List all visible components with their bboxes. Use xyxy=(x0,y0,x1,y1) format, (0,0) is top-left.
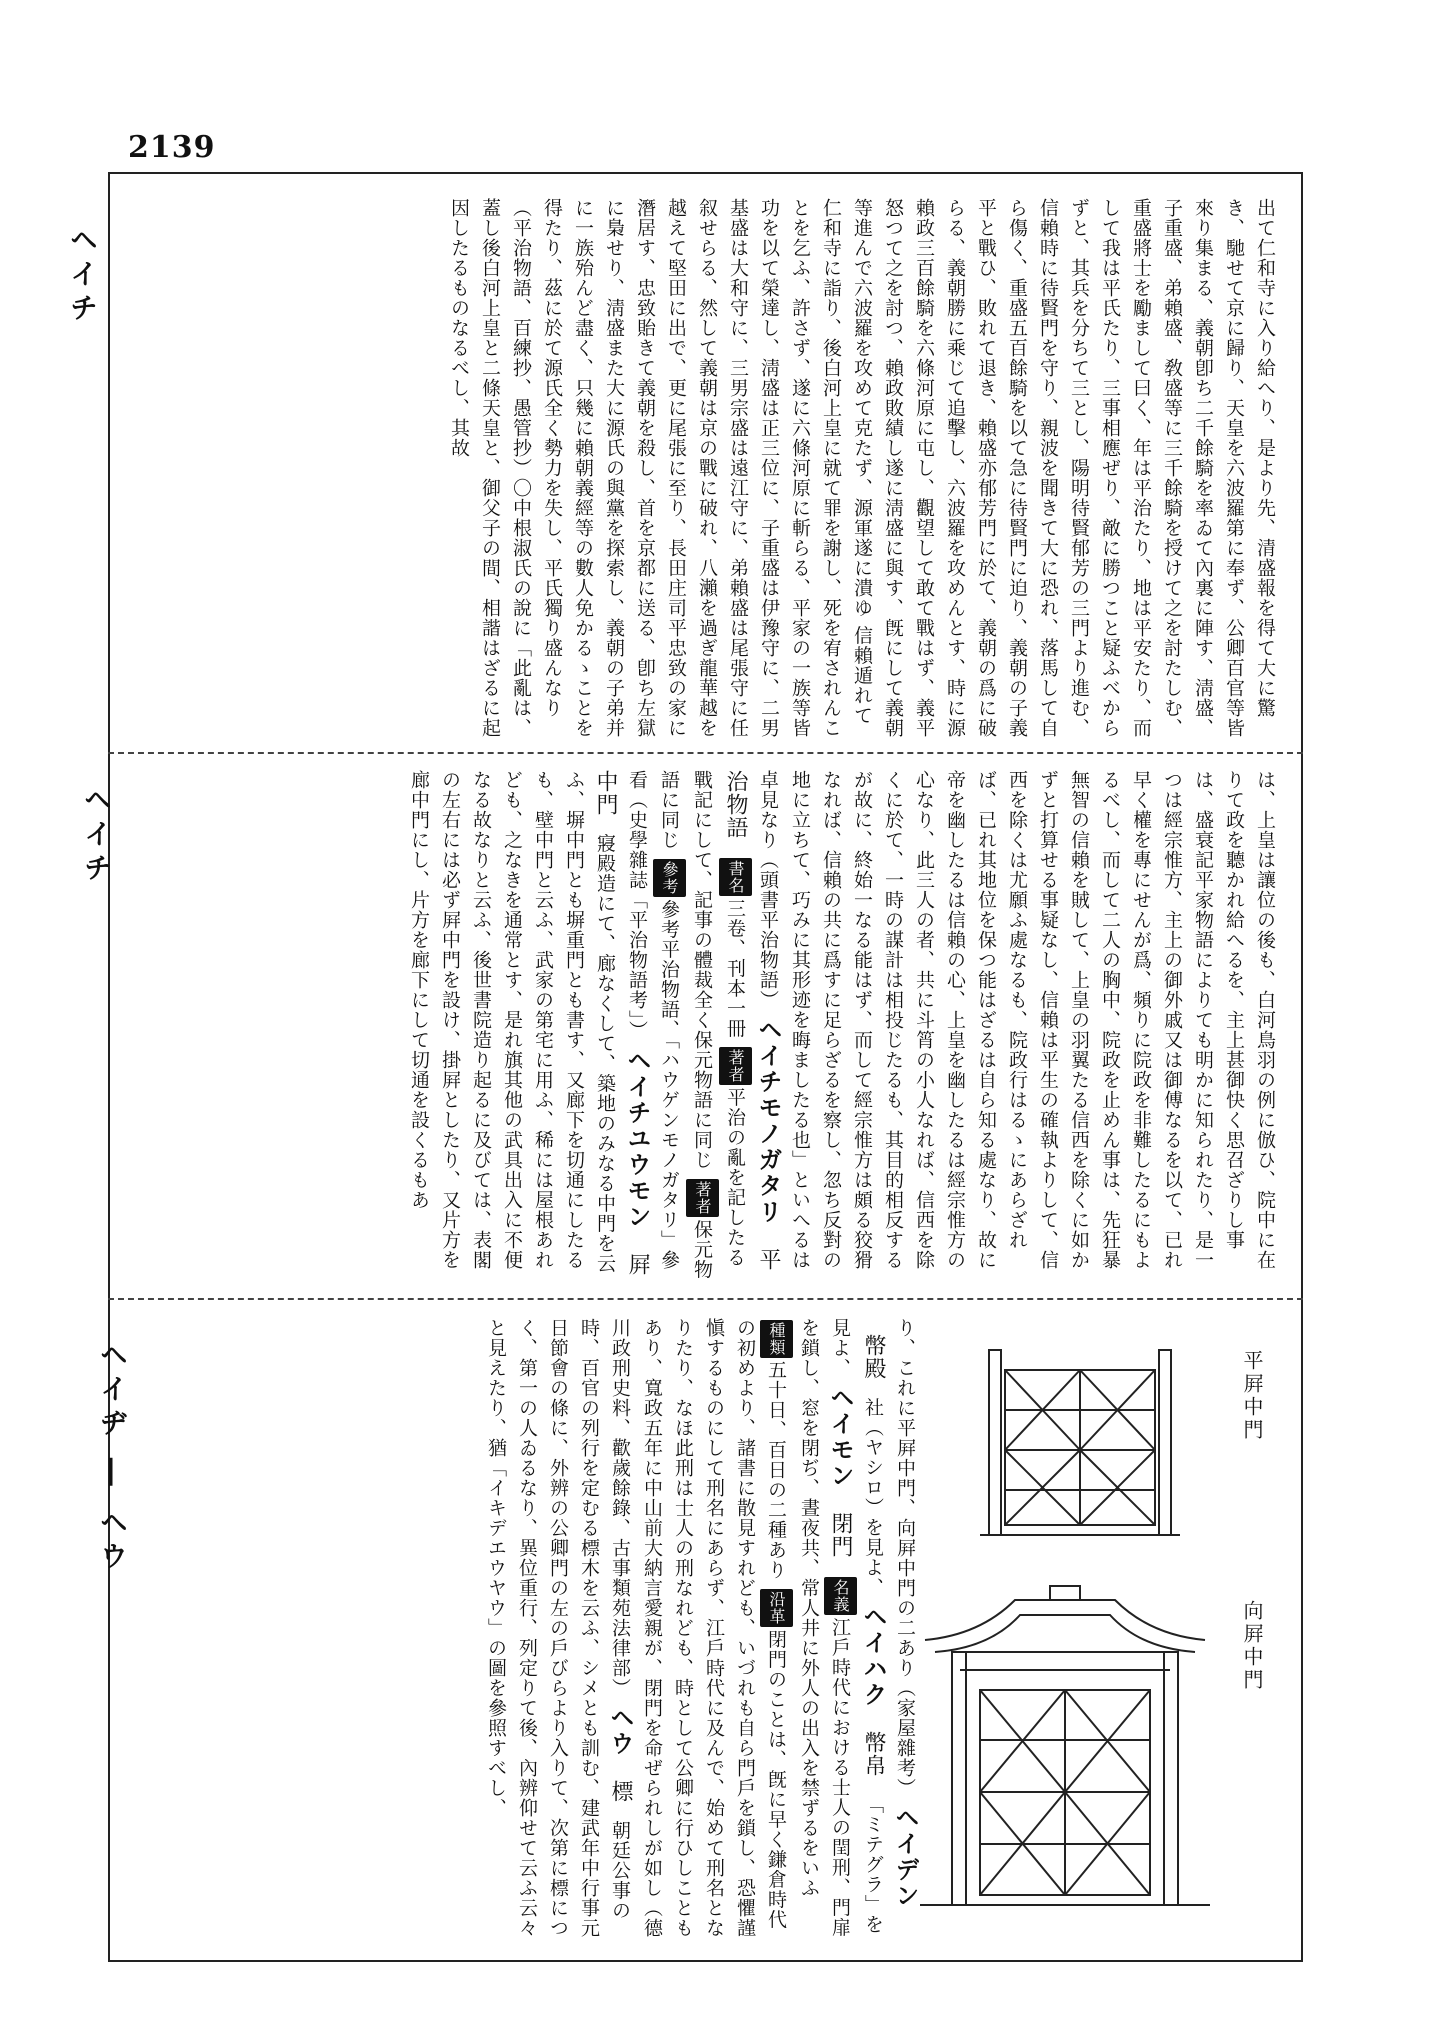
entry-heimon xyxy=(609,1318,854,1938)
text-heimon-3: 閉門のことは、旣に早く鎌倉時代の初めより、諸書に散見すれども、いづれも自ら門戶を鎖し、恐懼謹愼するものにして刑名にあらず、江戶時代に及んで、始めて刑名となりたり、なほ此刑は士人の刑なれども、時として公卿に行ひしこともあり、寬政五年に中山前大納言愛親が、閉門を命ぜられしが如し（德川政刑史料、歡歲餘錄、古事類苑法律部） xyxy=(609,1318,787,1938)
kanji-heimon: 閉門 xyxy=(828,1512,853,1559)
text-heiden: 社（ヤシロ）を見よ、 xyxy=(862,1397,884,1598)
side-label-bottom: ヘイヂ ― ヘウ xyxy=(96,1340,129,1576)
middle-intro: は、上皇は讓位の後も、白河鳥羽の例に倣ひ、院中に在りて政を聽かれ給へるを、主上甚御快く思召ざりし事は、盛衰記平家物語によりても明かに知られたり、是一つは經宗惟方、主上の御外戚又は御傅なるを以て、已れ早く權を專にせんが爲、頻りに院政を非難したるにもよるべし、而して二人の胸中、院政を止めん事は、先狂暴無智の信賴を賊して、上皇の羽翼たる信西を除くに如かずと打算せる事疑なし、信賴は平生の確執よりして、信西を除くは尤願ふ處なるも、院政行はるゝにあらざれば、已れ其地位を保つ能はざるは自ら知る處なり、故に帝を幽したるは信賴の心、上皇を幽したるは經宗惟方の心なり、此三人の者、共に斗筲の小人なれば、信西を除くに於て、一時の謀計は相投じたるも、其目的相反するが故に、終始一なる能はず、而して經宗惟方は頗る狡猾なれば、信賴の共に爲すに足らざるを察し、忽ち反對の地に立ちて、巧みに其形迹を晦ましたる也」といへるは卓見なり（頭書平治物語） xyxy=(757,770,1276,1270)
headword-heu: ヘウ xyxy=(606,1705,634,1758)
tag-chosha: 著者 xyxy=(719,1047,752,1085)
text-4: 參考平治物語、「ハウゲンモノガタリ」參看（史學雜誌「平治物語考」） xyxy=(626,770,680,1270)
tag-sanko: 參考 xyxy=(653,859,686,897)
side-label-middle: ヘイチ xyxy=(80,785,113,887)
text-3: 保元物語に同じ xyxy=(658,770,713,1280)
headword-heiden: ヘイデン xyxy=(891,1805,919,1910)
tag-meigi: 名義 xyxy=(824,1577,857,1615)
text-heihaku: 「ミテグラ」を見よ、 xyxy=(829,1318,884,1935)
text-heu: 朝廷公事の時、百官の列行を定むる標木を云ふ、シメとも訓む、建武年中行事元日節會の條に、外辨の公卿門の左の戶びらより入りて、次第に標につく、第一の人ゐるなり、異位重行、列定りて後、內辨仰せて云ふ云々と見えたり、猶「イキデエウヤウ」の圖を參照すべし、 xyxy=(485,1318,631,1938)
headword-heihaku: ヘイハク xyxy=(859,1604,887,1709)
kanji-heichimonogatari: 平治物語 xyxy=(723,770,781,1272)
section-divider-2 xyxy=(108,1298,1303,1300)
side-label-top: ヘイチ xyxy=(66,225,99,327)
tag-shomei: 書名 xyxy=(719,858,752,896)
page-number: 2139 xyxy=(128,130,216,165)
bottom-section-text xyxy=(140,1318,920,1938)
roofed-gate-illustration xyxy=(920,1580,1210,1910)
middle-section-text xyxy=(140,770,1280,1285)
text-2: 平治の亂を記したる戰記にして、記事の體裁全く保元物語に同じ xyxy=(691,770,746,1268)
headword-heichumon: ヘイチユウモン xyxy=(623,1047,651,1230)
headword-heimon: ヘイモン xyxy=(826,1385,854,1490)
kanji-heichumon: 屛中門 xyxy=(593,770,650,1276)
tag-chosha-2: 著者 xyxy=(686,1179,719,1217)
text-1: 三卷、刊本一冊 xyxy=(724,898,746,1039)
tag-shurui: 種類 xyxy=(760,1320,793,1358)
tag-enkaku: 沿革 xyxy=(760,1589,793,1627)
text-heichumon: 寢殿造にて、廊なくして、築地のみなる中門を云ふ、塀中門とも塀重門とも書す、又廊下を切通にしたるも、壁中門と云ふ、武家の第宅に用ふ、稀には屋根あれども、之なきを通常とす、是れ旗其他の武具出入に不便なる故なりと云ふ、後世書院造り起るに及びては、表閣の左右には必ず屛中門を設け、掛屛としたり、又片方を廊中門にし、片方を廊下にして切通を設くるもあ xyxy=(408,770,616,1274)
flat-gate-illustration xyxy=(975,1340,1185,1540)
headword-heichimonogatari: ヘイチモノガタリ xyxy=(754,1017,782,1226)
kanji-heu: 標 xyxy=(608,1780,633,1804)
entry-heichumon xyxy=(408,770,651,1276)
caption-flat-gate: 平屛中門 xyxy=(1240,1350,1264,1442)
top-section-text xyxy=(140,198,1280,738)
text-heimon-2: 五十日、百日の二種あり xyxy=(765,1360,787,1580)
text-heimon-1: 江戶時代における士人の閏刑、門扉を鎖し、窓を閉ぢ、晝夜共、常人井に外人の出入を禁ずるをいふ xyxy=(798,1318,851,1938)
top-section-body: 出て仁和寺に入り給へり、是より先、清盛報を得て大に驚き、馳せて京に歸り、天皇を六波羅第に奉ず、公卿百官等皆來り集まる、義朝卽ち二千餘騎を率ゐて內裏に陣す、淸盛、子重盛、弟賴盛、敎盛等に三千餘騎を授けて之を討たしむ、重盛將士を勵まして曰く、年は平治たり、地は平安たり、而して我は平氏たり、三事相應ぜり、敵に勝つこと疑ふべからずと、其兵を分ちて三とし、陽明待賢郁芳の三門より進む、信賴時に待賢門を守り、親波を聞きて大に恐れ、落馬して自ら傷く、重盛五百餘騎を以て急に待賢門に迫り、義朝の子義平と戰ひ、敗れて退き、賴盛亦郁芳門に於て、義朝の爲に破らる、義朝勝に乘じて追擊し、六波羅を攻めんとす、時に源賴政三百餘騎を六條河原に屯し、觀望して敢て戰はず、義平怒つて之を討つ、賴政敗績し遂に淸盛に與す、旣にして義朝等進んで六波羅を攻めて克たず、源軍遂に潰ゆ 信賴遁れて仁和寺に詣り、後白河上皇に就て罪を謝し、死を宥されんことを乞ふ、許さず、遂に六條河原に斬らる、平家の一族等皆功を以て榮達し、淸盛は正三位に、子重盛は伊豫守に、二男基盛は大和守に、三男宗盛は遠江守に、弟賴盛は尾張守に任叙せらる、然して義朝は京の戰に破れ、八瀨を過ぎ龍華越を越えて堅田に出で、更に尾張に至り、長田庄司平忠致の家に潛居す、忠致貽きて義朝を殺し、首を京都に送る、卽ち左獄に梟せり、淸盛また大に源氏の與黨を探索し、義朝の子弟并に一族殆んど盡く、只幾に賴朝義經等の數人免かるゝことを得たり、茲に於て源氏全く勢力を失し、平氏獨り盛んなり（平治物語、百練抄、愚管抄）〇中根淑氏の說に「此亂は、蓋し後白河上皇と二條天皇と、御父子の間、相諧はざるに起因したるものなるべし、其故 xyxy=(448,198,1276,738)
figure-roofed-gate xyxy=(920,1580,1210,1910)
kanji-heiden: 幣殿 xyxy=(861,1334,886,1380)
section-divider-1 xyxy=(108,752,1303,754)
bottom-cont: り、これに平屛中門、向屛中門の二あり（家屋雜考） xyxy=(894,1318,916,1798)
kanji-heihaku: 幣帛 xyxy=(861,1731,886,1778)
caption-roofed-gate: 向屛中門 xyxy=(1240,1600,1264,1692)
figure-flat-gate xyxy=(975,1340,1185,1540)
